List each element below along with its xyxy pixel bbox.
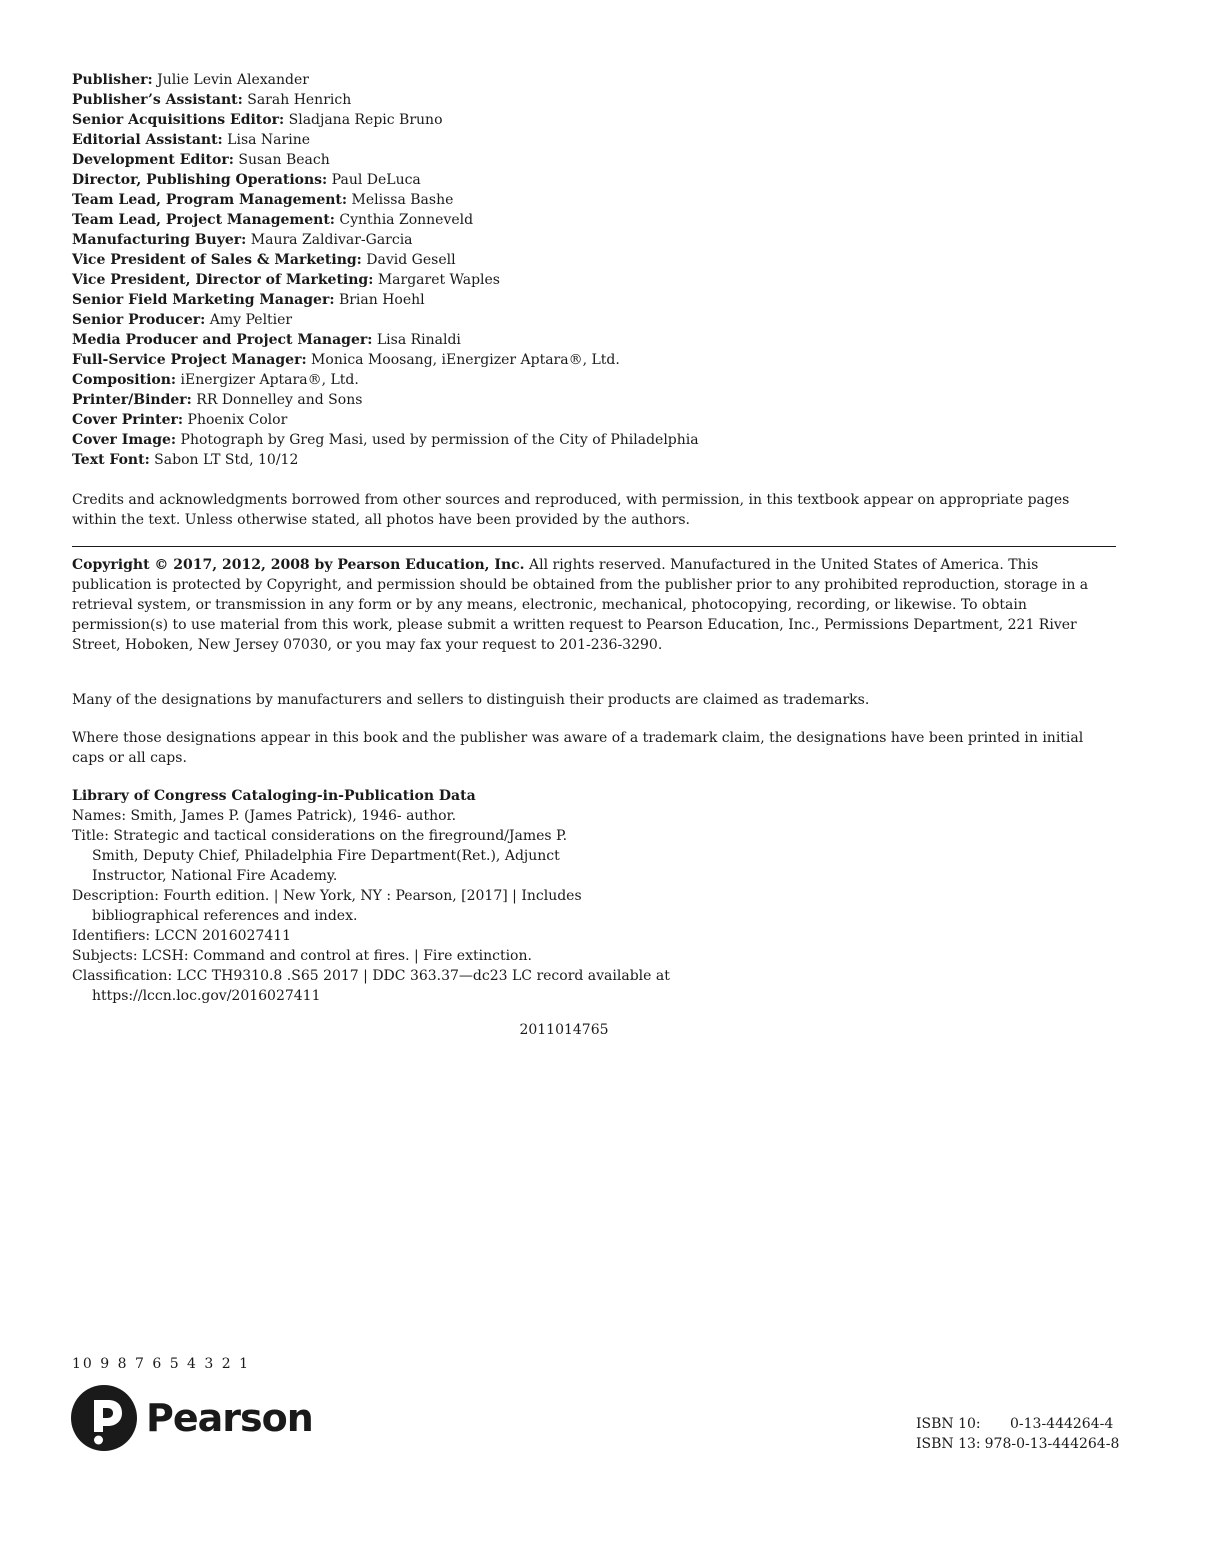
trademark-paragraph: Where those designations appear in this book and the publisher was aware of a trademark claim, the designations have been printed in initial caps or all caps. <box>72 730 1084 766</box>
lccn-number: 2011014765 <box>519 1022 609 1038</box>
credit-line: Publisher: Julie Levin Alexander <box>72 72 309 88</box>
credit-line: Cover Image: Photograph by Greg Masi, used by permission of the City of Philadelphia <box>72 432 699 448</box>
credit-line: Senior Field Marketing Manager: Brian Hoehl <box>72 292 425 308</box>
divider-rule <box>72 546 1116 547</box>
cip-description-continued: bibliographical references and index. <box>92 908 358 924</box>
credit-line: Media Producer and Project Manager: Lisa Rinaldi <box>72 332 461 348</box>
credit-line: Vice President, Director of Marketing: Margaret Waples <box>72 272 500 288</box>
cip-identifiers: Identifiers: LCCN 2016027411 <box>72 928 292 944</box>
cip-title: Title: Strategic and tactical considerations on the fireground/James P. <box>72 828 568 844</box>
credit-line: Editorial Assistant: Lisa Narine <box>72 132 310 148</box>
isbn-block <box>916 1414 1119 1454</box>
isbn-13-row: ISBN 13: 978-0-13-444264-8 <box>916 1436 1120 1452</box>
credit-line: Text Font: Sabon LT Std, 10/12 <box>72 452 299 468</box>
copyright-page <box>72 70 1116 1040</box>
production-credits <box>72 70 1116 470</box>
pearson-logo <box>70 1384 313 1452</box>
credit-line: Composition: iEnergizer Aptara®, Ltd. <box>72 372 359 388</box>
credit-line: Publisher’s Assistant: Sarah Henrich <box>72 92 352 108</box>
isbn-10-row: ISBN 10: 0-13-444264-4 <box>916 1416 1114 1432</box>
cip-title-continued: Smith, Deputy Chief, Philadelphia Fire Department(Ret.), Adjunct <box>92 848 560 864</box>
copyright-lead: Copyright © 2017, 2012, 2008 by Pearson Education, Inc. <box>72 557 525 573</box>
pearson-wordmark: Pearson <box>146 1396 313 1440</box>
credit-line: Senior Producer: Amy Peltier <box>72 312 293 328</box>
cip-classification: Classification: LCC TH9310.8 .S65 2017 | DDC 363.37—dc23 LC record available at <box>72 968 670 984</box>
credit-line: Team Lead, Program Management: Melissa Bashe <box>72 192 454 208</box>
pearson-p-icon <box>70 1384 138 1452</box>
cip-names: Names: Smith, James P. (James Patrick), 1946- author. <box>72 808 457 824</box>
cip-heading: Library of Congress Cataloging-in-Publication Data <box>72 788 476 804</box>
credit-line: Printer/Binder: RR Donnelley and Sons <box>72 392 363 408</box>
cip-description: Description: Fourth edition. | New York, NY : Pearson, [2017] | Includes <box>72 888 582 904</box>
credit-line: Vice President of Sales & Marketing: David Gesell <box>72 252 456 268</box>
credit-line: Team Lead, Project Management: Cynthia Zonneveld <box>72 212 474 228</box>
credit-line: Cover Printer: Phoenix Color <box>72 412 288 428</box>
credit-line: Development Editor: Susan Beach <box>72 152 330 168</box>
cip-subjects: Subjects: LCSH: Command and control at fires. | Fire extinction. <box>72 948 532 964</box>
cip-record-link: https://lccn.loc.gov/2016027411 <box>92 988 321 1004</box>
credit-line: Full-Service Project Manager: Monica Moosang, iEnergizer Aptara®, Ltd. <box>72 352 620 368</box>
copyright-paragraph <box>72 555 1116 655</box>
cip-title-continued: Instructor, National Fire Academy. <box>92 868 338 884</box>
credit-line: Manufacturing Buyer: Maura Zaldivar-Garcia <box>72 232 413 248</box>
acknowledgments-paragraph: Credits and acknowledgments borrowed from other sources and reproduced, with permission, in this textbook appear on appropriate pages within the text. Unless otherwise stated, all photos have been provided by the authors. <box>72 492 1070 528</box>
trademark-paragraph: Many of the designations by manufacturers and sellers to distinguish their products are claimed as trademarks. <box>72 692 870 708</box>
credit-line: Senior Acquisitions Editor: Sladjana Repic Bruno <box>72 112 443 128</box>
printing-line: 10 9 8 7 6 5 4 3 2 1 <box>72 1356 251 1372</box>
copyright-body: All rights reserved. Manufactured in the United States of America. This publication is protected by Copyright, and permission should be obtained from the publisher prior to any prohibited reproduction, storage in a retrieval system, or transmission in any form or by any means, electronic, mechanical, photocopying, recording, or likewise. To obtain permission(s) to use material from this work, please submit a written request to Pearson Education, Inc., Permissions Department, 221 River Street, Hoboken, New Jersey 07030, or you may fax your request to 201-236-3290. <box>72 557 1089 653</box>
cip-data-block <box>72 786 1116 1006</box>
credit-line: Director, Publishing Operations: Paul DeLuca <box>72 172 421 188</box>
